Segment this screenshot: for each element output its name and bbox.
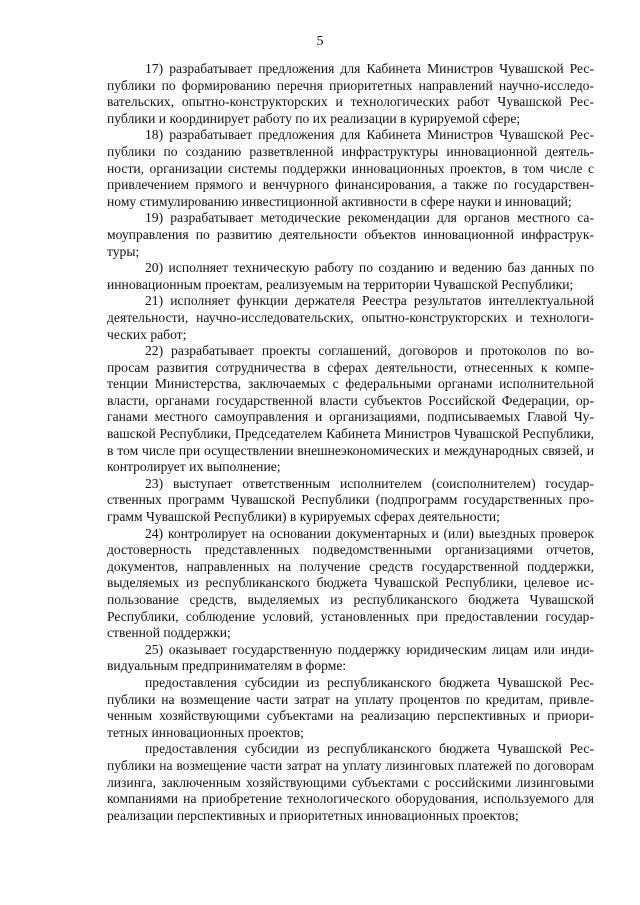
paragraph-24: 24) контролирует на основании документарных и (или) выездных проверок достоверность представленных подведомственными организациями отчетов, документов, направленных на получение средств государственной поддержки, выделяемых из республиканского бюджета Чувашской Республики, целевое использование средств, выделяемых из республиканского бюджета Чувашской Республики, соблюдение условий, установленных при предоставлении государственной поддержки; bbox=[107, 525, 594, 641]
paragraph-25: 25) оказывает государственную поддержку юридическим лицам или индивидуальным предпринимателям в форме: bbox=[107, 641, 594, 674]
paragraph-20: 20) исполняет техническую работу по созданию и ведению баз данных по инновационным проектам, реализуемым на территории Чувашской Республики; bbox=[107, 260, 594, 292]
paragraph-22: 22) разрабатывает проекты соглашений, договоров и протоколов по вопросам развития сотрудничества в сферах деятельности, отнесенных к компетенции Министерства, заключаемых с федеральными органами исполнительной власти, органами государственной власти субъектов Российской Федерации, органами местного самоуправления и организациями, подписываемых Главой Чувашской Республики, Председателем Кабинета Министров Чувашской Республики, в том числе при осуществлении внешнеэкономических и международных связей, и контролирует их выполнение; bbox=[107, 343, 594, 475]
paragraph-21: 21) исполняет функции держателя Реестра результатов интеллектуальной деятельности, научно-исследовательских, опытно-конструкторских и технологических работ; bbox=[107, 293, 594, 342]
page-number: 5 bbox=[316, 34, 324, 49]
paragraph-25-item-leasing-subsidy: предоставления субсидии из республиканского бюджета Чувашской Республики на возмещение части затрат на уплату лизинговых платежей по договорам лизинга, заключенным хозяйствующими субъектами с российскими лизинговыми компаниями на приобретение технологического оборудования, используемого для реализации перспективных и приоритетных инновационных проектов; bbox=[107, 741, 594, 823]
paragraph-17: 17) разрабатывает предложения для Кабинета Министров Чувашской Республики по формированию перечня приоритетных направлений научно-исследовательских, опытно-конструкторских и технологических работ Чувашской Республики и координирует работу по их реализации в курируемой сфере; bbox=[107, 61, 594, 126]
document-body bbox=[107, 61, 594, 824]
paragraph-18: 18) разрабатывает предложения для Кабинета Министров Чувашской Республики по созданию разветвленной инфраструктуры инновационной деятельности, организации системы поддержки инновационных проектов, в том числе с привлечением прямого и венчурного финансирования, а также по государственному стимулированию инвестиционной активности в сфере науки и инноваций; bbox=[107, 127, 594, 209]
paragraph-23: 23) выступает ответственным исполнителем (соисполнителем) государственных программ Чувашской Республики (подпрограмм государственных программ Чувашской Республики) в курируемых сферах деятельности; bbox=[107, 475, 594, 525]
paragraph-19: 19) разрабатывает методические рекомендации для органов местного самоуправления по развитию деятельности объектов инновационной инфраструктуры; bbox=[107, 210, 594, 259]
paragraph-25-item-interest-subsidy: предоставления субсидии из республиканского бюджета Чувашской Республики на возмещение части затрат на уплату процентов по кредитам, привлеченным хозяйствующими субъектами на реализацию перспективных и приоритетных инновационных проектов; bbox=[107, 674, 594, 740]
